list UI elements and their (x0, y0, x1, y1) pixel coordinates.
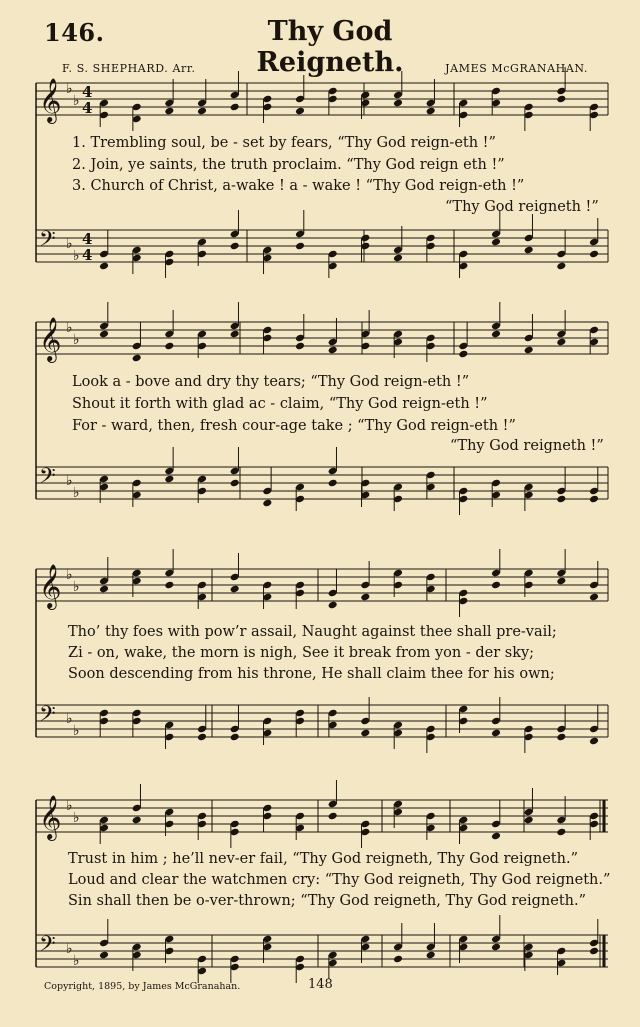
note-head (491, 943, 501, 952)
flat-icon: ♭ (73, 723, 80, 739)
note-head (164, 342, 174, 351)
flat-icon: ♭ (73, 810, 80, 826)
bass-clef-icon: 𝄢 (39, 464, 56, 494)
note-head (458, 350, 468, 359)
flat-icon: ♭ (73, 248, 80, 264)
note-head (230, 585, 240, 594)
note-head (230, 103, 240, 112)
note-head (589, 737, 599, 746)
lyric-line: For - ward, then, fresh cour-age take ; “Thy God reign-eth !” (72, 418, 516, 434)
flat-icon: ♭ (66, 320, 73, 336)
flat-icon: ♭ (66, 941, 73, 957)
flat-icon: ♭ (73, 93, 80, 109)
note-head (524, 246, 534, 255)
note-head (393, 955, 403, 964)
page-number: 148 (308, 977, 333, 992)
note-head (99, 585, 109, 594)
note-head (164, 581, 174, 590)
flat-icon: ♭ (73, 579, 80, 595)
note-head (230, 479, 240, 488)
flat-icon: ♭ (66, 81, 73, 97)
note-head (393, 254, 403, 263)
music-credit: JAMES McGRANAHAN. (445, 62, 588, 75)
note-head (556, 338, 566, 347)
flat-icon: ♭ (73, 485, 80, 501)
note-head (589, 495, 599, 504)
flat-icon: ♭ (66, 473, 73, 489)
note-head (164, 475, 174, 484)
words-credit: F. S. SHEPHARD. Arr. (62, 62, 196, 75)
note-head (262, 499, 272, 508)
note-head (556, 733, 566, 742)
time-signature: 4 (82, 83, 93, 101)
treble-clef-icon: 𝄞 (39, 317, 62, 361)
note-head (524, 816, 534, 825)
time-signature: 4 (82, 246, 93, 264)
note-head (99, 330, 109, 339)
lyric-line: 1. Trembling soul, be - set by fears, “Thy God reign-eth !” (72, 135, 496, 151)
note-head (230, 242, 240, 251)
note-head (491, 581, 501, 590)
note-head (360, 593, 370, 602)
lyric-line: Zi - on, wake, the morn is nigh, See it break from yon - der sky; (68, 645, 535, 661)
treble-clef-icon: 𝄞 (39, 78, 62, 122)
lyric-line: Soon descending from his throne, He shall claim thee for his own; (68, 666, 555, 682)
note-head (556, 495, 566, 504)
note-head (491, 330, 501, 339)
note-head (426, 107, 436, 116)
note-head (556, 95, 566, 104)
note-head (556, 828, 566, 837)
note-head (589, 250, 599, 259)
note-head (295, 107, 305, 116)
hymn-title: Thy God Reigneth. (256, 16, 404, 78)
note-head (328, 601, 338, 610)
flat-icon: ♭ (73, 332, 80, 348)
note-head (426, 951, 436, 960)
note-head (589, 947, 599, 956)
note-head (556, 577, 566, 586)
lyric-line: 3. Church of Christ, a-wake ! a - wake ! “Thy God reign-eth !” (72, 178, 525, 194)
note-head (589, 593, 599, 602)
bass-clef-icon: 𝄢 (39, 702, 56, 732)
note-head (197, 733, 207, 742)
treble-clef-icon: 𝄞 (39, 564, 62, 608)
note-head (132, 354, 142, 363)
flat-icon: ♭ (66, 567, 73, 583)
flat-icon: ♭ (66, 711, 73, 727)
note-head (295, 242, 305, 251)
lyric-line: Look a - bove and dry thy tears; “Thy God reign-eth !” (72, 374, 470, 390)
refrain-tag: “Thy God reigneth !” (445, 199, 599, 215)
bass-clef-icon: 𝄢 (39, 932, 56, 962)
flat-icon: ♭ (73, 953, 80, 969)
note-head (164, 107, 174, 116)
note-head (524, 346, 534, 355)
note-head (491, 238, 501, 247)
note-head (99, 951, 109, 960)
note-head (295, 342, 305, 351)
note-head (556, 262, 566, 271)
note-head (491, 832, 501, 841)
flat-icon: ♭ (66, 236, 73, 252)
note-head (230, 733, 240, 742)
treble-clef-icon: 𝄞 (39, 795, 62, 839)
lyric-line: Trust in him ; he’ll nev-er fail, “Thy God reigneth, Thy God reigneth.” (68, 851, 578, 867)
flat-icon: ♭ (66, 798, 73, 814)
note-head (491, 729, 501, 738)
note-head (197, 107, 207, 116)
lyric-line: Shout it forth with glad ac - claim, “Thy God reign-eth !” (72, 396, 488, 412)
note-head (328, 479, 338, 488)
note-head (132, 816, 142, 825)
time-signature: 4 (82, 230, 93, 248)
note-head (393, 99, 403, 108)
lyric-line: Sin shall then be o-ver-thrown; “Thy God reigneth, Thy God reigneth.” (68, 893, 587, 909)
copyright-notice: Copyright, 1895, by James McGranahan. (44, 981, 241, 992)
note-head (99, 262, 109, 271)
note-head (230, 330, 240, 339)
refrain-tag: “Thy God reigneth !” (450, 438, 604, 454)
hymn-number: 146. (44, 18, 105, 47)
note-head (328, 812, 338, 821)
note-head (328, 346, 338, 355)
bass-clef-icon: 𝄢 (39, 227, 56, 257)
lyric-line: Loud and clear the watchmen cry: “Thy God reigneth, Thy God reigneth.” (68, 872, 611, 888)
time-signature: 4 (82, 99, 93, 117)
lyric-line: 2. Join, ye saints, the truth proclaim. “Thy God reign eth !” (72, 157, 505, 173)
lyric-line: Tho’ thy foes with pow’r assail, Naught against thee shall pre-vail; (68, 624, 557, 640)
note-head (360, 729, 370, 738)
